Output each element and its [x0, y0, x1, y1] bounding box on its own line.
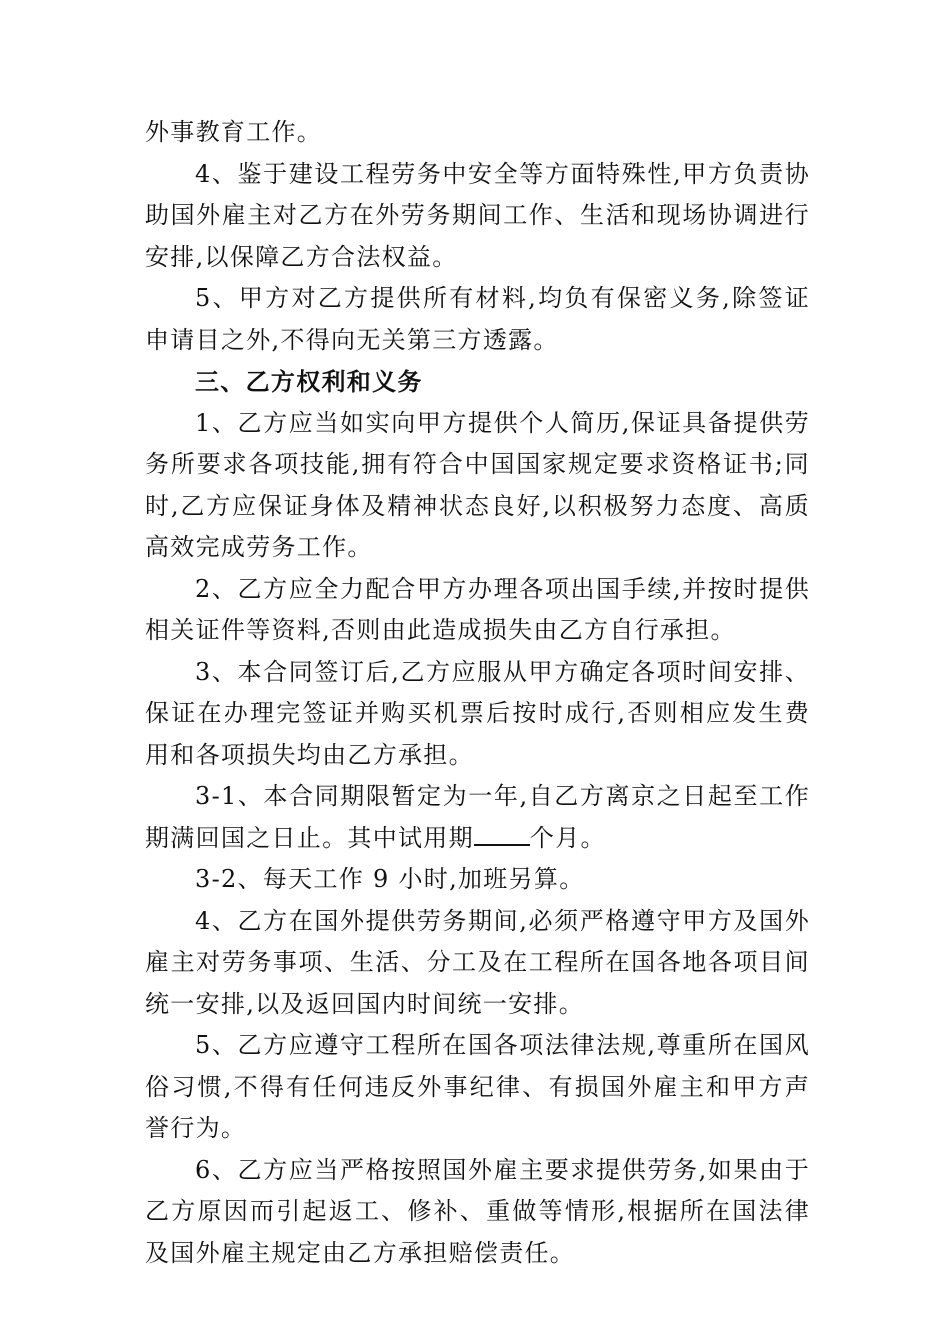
paragraph-intro: 外事教育工作。 [145, 118, 323, 146]
document-body [145, 112, 810, 1274]
paragraph-party-b-3: 3、本合同签订后,乙方应服从甲方确定各项时间安排、保证在办理完签证并购买机票后按时成行,否则相应发生费用和各项损失均由乙方承担。 [145, 657, 810, 769]
paragraph-party-b-3-1 [145, 776, 810, 859]
paragraph-party-a-5: 5、甲方对乙方提供所有材料,均负有保密义务,除签证申请目之外,不得向无关第三方透露。 [145, 284, 810, 354]
trial-period-blank [474, 818, 530, 846]
section-3-heading: 三、乙方权利和义务 [195, 367, 423, 396]
contract-term-text-end: 个月。 [529, 823, 606, 852]
paragraph-party-b-5: 5、乙方应遵守工程所在国各项法律法规,尊重所在国风俗习惯,不得有任何违反外事纪律、有损国外雇主和甲方声誉行为。 [145, 1031, 810, 1142]
contract-term-text: 3-1、本合同期限暂定为一年,自乙方离京之日起至工作期满回国之日止。其中试用期 [145, 782, 810, 852]
paragraph-party-b-2: 2、乙方应全力配合甲方办理各项出国手续,并按时提供相关证件等资料,否则由此造成损失由乙方自行承担。 [145, 574, 810, 644]
paragraph-party-b-6: 6、乙方应当严格按照国外雇主要求提供劳务,如果由于乙方原因而引起返工、修补、重做等情形,根据所在国法律及国外雇主规定由乙方承担赔偿责任。 [145, 1155, 810, 1267]
paragraph-party-a-4: 4、鉴于建设工程劳务中安全等方面特殊性,甲方负责协助国外雇主对乙方在外劳务期间工作、生活和现场协调进行安排,以保障乙方合法权益。 [145, 159, 810, 271]
paragraph-party-b-1: 1、乙方应当如实向甲方提供个人简历,保证具备提供劳务所要求各项技能,拥有符合中国国家规定要求资格证书;同时,乙方应保证身体及精神状态良好,以积极努力态度、高质高效完成劳务工作。 [145, 408, 810, 561]
paragraph-party-b-3-2: 3-2、每天工作 9 小时,加班另算。 [195, 865, 585, 893]
paragraph-party-b-4: 4、乙方在国外提供劳务期间,必须严格遵守甲方及国外雇主对劳务事项、生活、分工及在工程所在国各地各项目间统一安排,以及返回国内时间统一安排。 [145, 906, 810, 1018]
